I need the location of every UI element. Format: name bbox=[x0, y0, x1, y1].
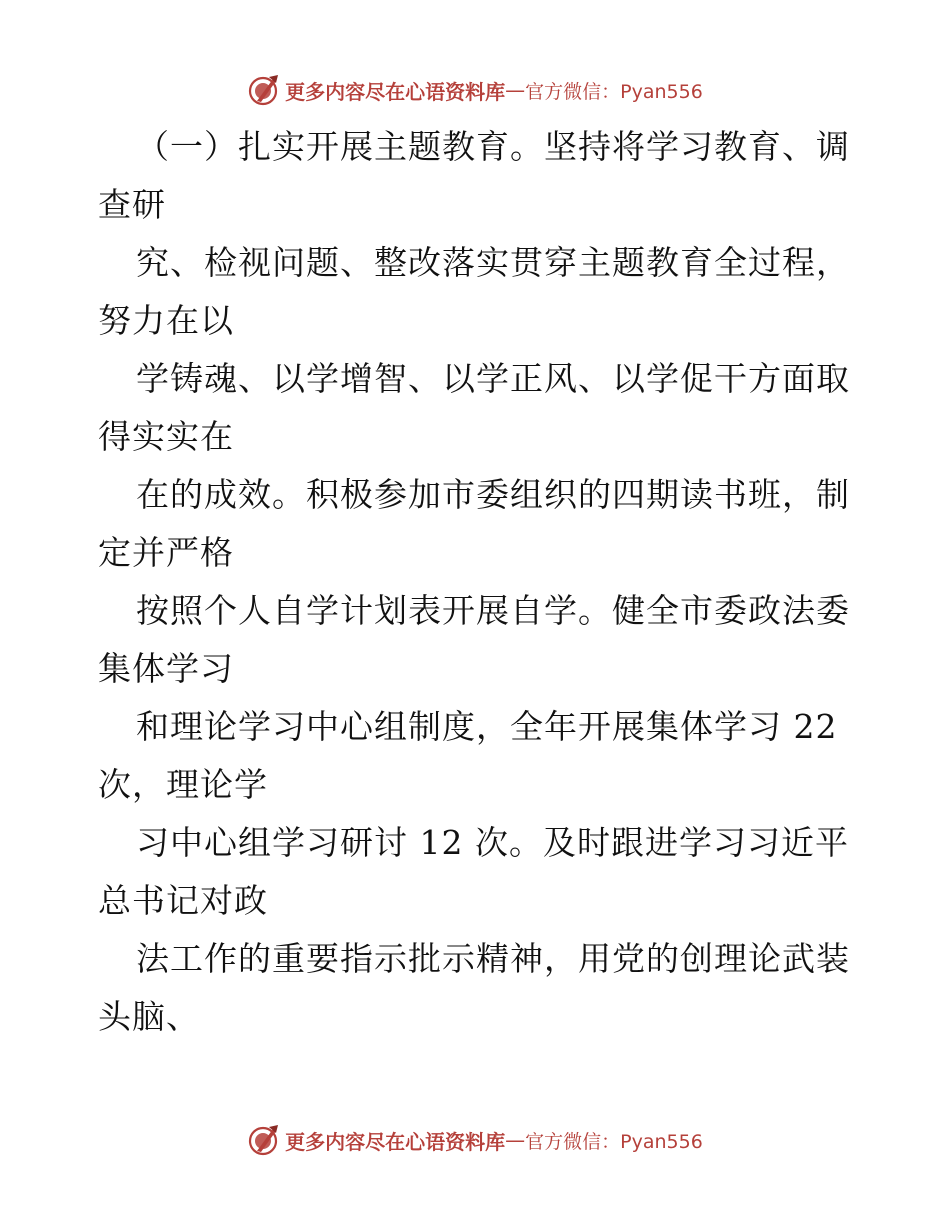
text-line: 集体学习 bbox=[98, 649, 234, 688]
watermark-main-text: 更多内容尽在心语资料库 bbox=[285, 79, 506, 104]
watermark-dash: — bbox=[505, 78, 526, 102]
paragraph-line-group bbox=[98, 234, 858, 350]
text-line: 头脑、 bbox=[98, 997, 200, 1036]
watermark-wechat-text: 官方微信：Pyan556 bbox=[525, 80, 703, 103]
text-line: 究、检视问题、整改落实贯穿主题教育全过程， bbox=[136, 243, 850, 282]
text-line: 按照个人自学计划表开展自学。健全市委政法委 bbox=[136, 591, 850, 630]
text-line: 学铸魂、以学增智、以学正风、以学促干方面取 bbox=[136, 359, 850, 398]
paragraph-line-group bbox=[98, 118, 858, 234]
header-watermark bbox=[0, 70, 950, 110]
text-line: 习中心组学习研讨 12 次。及时跟进学习习近平 bbox=[136, 823, 849, 862]
text-line: 法工作的重要指示批示精神，用党的创理论武装 bbox=[136, 939, 850, 978]
document-body bbox=[98, 118, 858, 1046]
quill-pen-seal-icon bbox=[247, 1123, 281, 1157]
watermark-dash: — bbox=[505, 1128, 526, 1152]
watermark-main-text: 更多内容尽在心语资料库 bbox=[285, 1129, 506, 1154]
paragraph-line-group bbox=[98, 698, 858, 814]
text-line: 努力在以 bbox=[98, 301, 234, 340]
quill-pen-seal-icon bbox=[247, 73, 281, 107]
paragraph-line-group bbox=[98, 350, 858, 466]
watermark-wechat-text: 官方微信：Pyan556 bbox=[525, 1130, 703, 1153]
paragraph-line-group bbox=[98, 930, 858, 1046]
text-line: 定并严格 bbox=[98, 533, 234, 572]
text-line: 和理论学习中心组制度，全年开展集体学习 22 bbox=[136, 707, 838, 746]
text-line: 在的成效。积极参加市委组织的四期读书班，制 bbox=[136, 475, 850, 514]
text-line: 得实实在 bbox=[98, 417, 234, 456]
text-line: 总书记对政 bbox=[98, 881, 268, 920]
paragraph-line-group bbox=[98, 466, 858, 582]
text-line: 查研 bbox=[98, 185, 166, 224]
text-line: 次，理论学 bbox=[98, 765, 268, 804]
text-line: （一）扎实开展主题教育。坚持将学习教育、调 bbox=[136, 127, 850, 166]
footer-watermark bbox=[0, 1120, 950, 1160]
paragraph-line-group bbox=[98, 582, 858, 698]
paragraph-line-group bbox=[98, 814, 858, 930]
